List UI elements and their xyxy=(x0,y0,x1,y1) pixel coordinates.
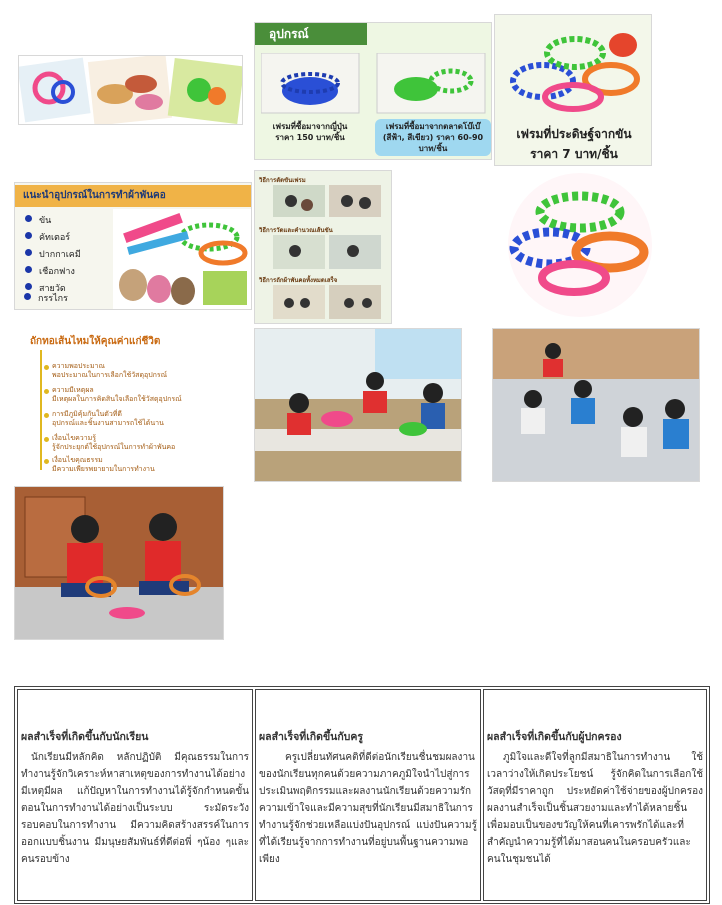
knitting-products-illustration xyxy=(19,56,243,125)
results-heading-parents: ผลสำเร็จที่เกิดขึ้นกับผู้ปกครอง xyxy=(487,731,622,743)
steps-panel xyxy=(254,170,392,324)
materials-title: แนะนำอุปกรณ์ในการทำผ้าพันคอ xyxy=(15,185,252,207)
step-photo xyxy=(273,235,381,269)
values-item: ความมีเหตุผล มีเหตุผลในการคิดสินใจเลือกใช้วัสดุอุปกรณ์ xyxy=(52,386,182,404)
bullet-icon xyxy=(44,365,49,370)
material-item: คัทเตอร์ xyxy=(39,230,70,244)
results-cell-teachers xyxy=(255,689,481,901)
results-table xyxy=(14,686,710,904)
classroom-photo xyxy=(254,328,462,482)
material-item: สายวัด xyxy=(39,281,66,295)
results-heading-students: ผลสำเร็จที่เกิดขึ้นกับนักเรียน xyxy=(21,731,149,743)
values-item: การมีภูมิคุ้มกันในตัวที่ดี อุปกรณ์และชิ้นงานสามารถใช้ได้นาน xyxy=(52,410,164,428)
bullet-icon xyxy=(44,459,49,464)
results-cell-parents xyxy=(483,689,707,901)
frame-japan-caption: เฟรมที่ซื้อมาจากญี่ปุ่น ราคา 150 บาท/ชิ้น xyxy=(272,122,348,142)
equipment-panel xyxy=(254,22,492,160)
bullet-icon xyxy=(24,293,31,300)
material-item: ขัน xyxy=(39,213,51,227)
invented-frame-caption-line1: เฟรมที่ประดิษฐ์จากขัน xyxy=(516,127,632,141)
bullet-icon xyxy=(25,232,32,239)
frame-market-caption: เฟรมที่ซื้อมาจากตลาดโบ๊เบ๊ (สีฟ้า, สีเขียว) ราคา 60-90 บาท/ชิ้น xyxy=(375,119,491,156)
invented-frame-panel xyxy=(494,14,652,166)
material-item: เชือกฟาง xyxy=(39,264,75,278)
material-item-last: กรรไกร xyxy=(38,291,68,305)
girls-knitting-illustration xyxy=(15,487,224,640)
materials-photo xyxy=(113,209,251,309)
students-floor-photo xyxy=(492,328,700,482)
classroom-illustration xyxy=(255,329,462,482)
bullet-icon xyxy=(44,413,49,418)
values-title: ถักทอเส้นไหมให้คุณค่าแก่ชีวิต xyxy=(30,336,161,347)
step-label: วิธีการถักผ้าพันคอทั้งหมดเสร็จ xyxy=(259,277,338,284)
colorful-frames-photo xyxy=(498,170,663,320)
bullet-icon xyxy=(44,389,49,394)
equipment-header: อุปกรณ์ xyxy=(255,23,367,45)
values-panel xyxy=(18,328,186,478)
girls-knitting-photo xyxy=(14,486,224,640)
results-body-teachers: ครูเปลี่ยนทัศนคติที่ดีต่อนักเรียนชื่นชมผลงานของนักเรียนทุกคนด้วยความภาคภูมิใจนำไปสู่การประเมินพฤติกรรมและผลงานนักเรียนด้วยความรัก ความเข้าใจและมีความสุขที่นักเรียนมีสมาธิในการทำงานรู้จักช่วยเหลือแบ่งปันอุปกรณ์ แบ่งปันความรู้ที่ได้เรียนรู้จากการทำงานที่อยู่บนพื้นฐานความพอเพียง xyxy=(259,752,477,865)
step-label: วิธีการตัดขันเฟรม xyxy=(259,177,306,184)
bullet-icon xyxy=(25,215,32,222)
bullet-icon xyxy=(44,437,49,442)
results-heading-teachers: ผลสำเร็จที่เกิดขึ้นกับครู xyxy=(259,731,364,743)
results-cell-students xyxy=(17,689,253,901)
material-item: ปากกาเคมี xyxy=(39,247,81,261)
tree-line xyxy=(40,350,42,470)
students-floor-illustration xyxy=(493,329,700,482)
values-item: เงื่อนไขคุณธรรม มีความเพียรพยายามในการทำงาน xyxy=(52,456,155,474)
invented-frame-caption-line2: ราคา 7 บาท/ชิ้น xyxy=(530,147,618,161)
invented-frames-photo xyxy=(503,19,645,119)
values-item: ความพอประมาณ พอประมาณในการเลือกใช้วัสดุอุปกรณ์ xyxy=(52,362,167,380)
frame-photos xyxy=(261,53,487,115)
colorful-frames-illustration xyxy=(498,170,663,320)
step-photo xyxy=(273,185,381,217)
step-photo xyxy=(273,285,381,319)
bullet-icon xyxy=(25,266,32,273)
results-body-parents: ภูมิใจและดีใจที่ลูกมีสมาธิในการทำงาน ใช้เวลาว่างให้เกิดประโยชน์ รู้จักคิดในการเลือกใช้วัสดุที่มีราคาถูก ประหยัดค่าใช้จ่ายของผู้ปกครอง ผลงานสำเร็จเป็นชิ้นสวยงามและทำได้หลายชิ้นเพื่อมอบเป็นของขวัญให้คนที่เคารพรักได้และที่สำคัญนำความรู้ที่ได้มาสอนคนในครอบครัวและคนในชุมชนได้ xyxy=(487,752,703,865)
results-body-students: นักเรียนมีหลักคิด หลักปฏิบัติ มีคุณธรรมในการทำงานรู้จักวิเคราะห์หาสาเหตุของการทำงานได้อย่างมีเหตุมีผล แก้ปัญหาในการทำงานได้รู้จักกำหนดขั้นตอนในการทำงานได้อย่างเป็นระบบ ระมัดระวัง รอบคอบในการทำงาน มีความคิดสร้างสรรค์ในการออกแบบชิ้นงาน มีมนุษยสัมพันธ์ที่ดีต่อพี่ ๆน้อง ๆและคนรอบข้าง xyxy=(21,752,249,865)
step-label: วิธีการวัดและคำนวณเส้นขัน xyxy=(259,227,333,234)
bullet-icon xyxy=(25,283,32,290)
bullet-icon xyxy=(25,249,32,256)
values-item: เงื่อนไขความรู้ รู้จักประยุกต์ใช้อุปกรณ์ในการทำผ้าพันคอ xyxy=(52,434,175,452)
knitting-products-photo xyxy=(18,55,243,125)
